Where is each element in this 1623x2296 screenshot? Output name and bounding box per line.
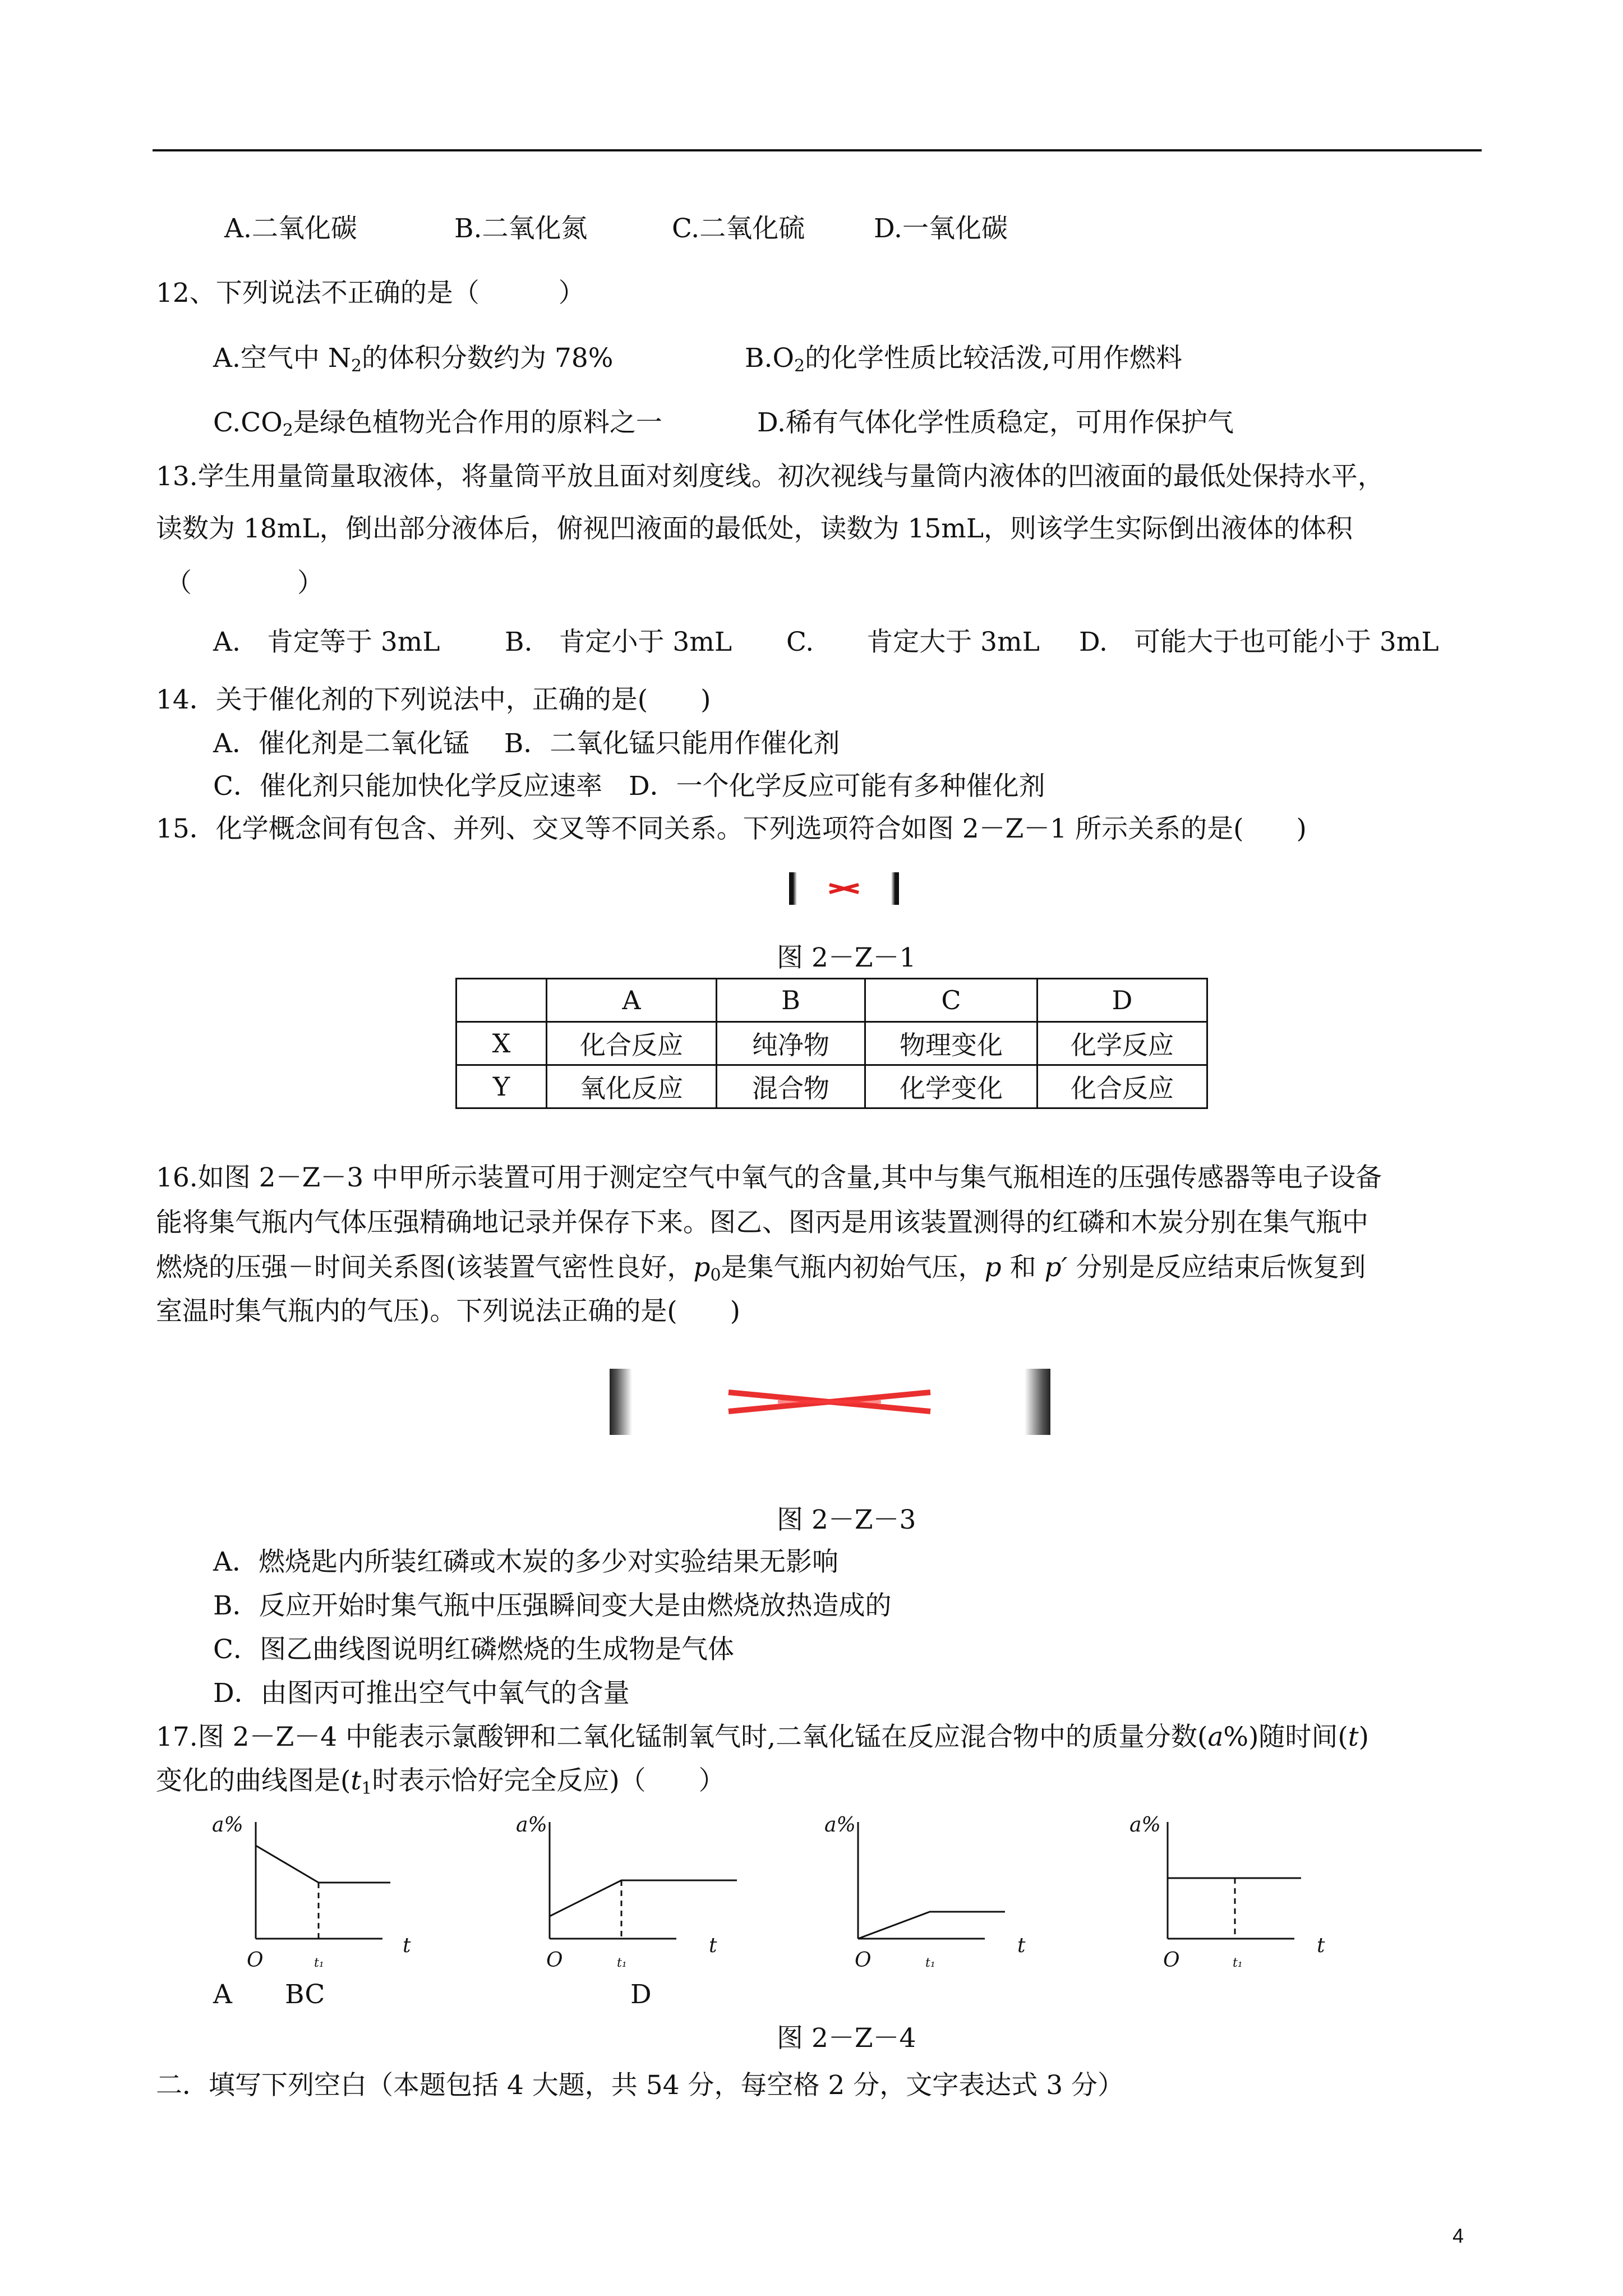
q13-line3: （ ） — [165, 568, 324, 599]
table-header-cell: C — [865, 979, 1038, 1022]
table-cell: 物理变化 — [865, 1022, 1038, 1065]
graph-y-label: a% — [516, 1814, 547, 1837]
graph-t1-label: t₁ — [925, 1956, 935, 1970]
q17-option-label-d: D — [630, 1979, 652, 2010]
graph-origin-label: O — [855, 1949, 872, 1972]
q15-figure-caption: 图 2－Z－1 — [777, 942, 916, 973]
q16-option-a: A．燃烧匙内所装红磷或木炭的多少对实验结果无影响 — [213, 1547, 838, 1577]
q16-line2: 能将集气瓶内气体压强精确地记录并保存下来。图乙、图丙是用该装置测得的红磷和木炭分别在集气瓶中 — [156, 1207, 1368, 1238]
q17-option-labels-abc: A BC — [213, 1979, 325, 2010]
graph-origin-label: O — [247, 1949, 264, 1972]
q13-option-a: A. 肯定等于 3mL — [213, 627, 440, 657]
q13-line2: 读数为 18mL，倒出部分液体后，俯视凹液面的最低处，读数为 15mL，则该学生实际倒出液体的体积 — [156, 513, 1353, 544]
q12-option-b: $B.O_2$的化学性质比较活泼,可用作燃料 — [745, 343, 1183, 376]
q12-stem: 12、下列说法不正确的是（ ） — [156, 278, 585, 309]
q17-graph-c — [820, 1811, 1026, 1976]
table-cell: 氧化反应 — [547, 1065, 717, 1108]
q11-option-b: B.二氧化氮 — [454, 213, 588, 244]
table-cell: 化合反应 — [547, 1022, 717, 1065]
q12-option-a: A.空气中 $N_2$的体积分数约为 78% — [213, 343, 614, 376]
page-number: 4 — [1453, 2224, 1464, 2247]
q11-option-a: A.二氧化碳 — [224, 213, 357, 244]
q12-option-d: D.稀有气体化学性质稳定，可用作保护气 — [757, 407, 1234, 438]
q17-figure-caption: 图 2－Z－4 — [777, 2023, 916, 2054]
table-cell: 化学变化 — [865, 1065, 1038, 1108]
graph-y-label: a% — [824, 1814, 856, 1837]
graph-origin-label: O — [546, 1949, 563, 1972]
q16-option-b: B．反应开始时集气瓶中压强瞬间变大是由燃烧放热造成的 — [213, 1590, 892, 1621]
graph-y-label: a% — [1129, 1814, 1161, 1837]
table-header-row — [457, 979, 1207, 1022]
q13-option-d: D. 可能大于也可能小于 3mL — [1079, 627, 1439, 657]
table-cell: Y — [457, 1065, 547, 1108]
q17-line2: 变化的曲线图是($t_1$时表示恰好完全反应)（ ） — [156, 1765, 725, 1798]
q16-option-d: D．由图丙可推出空气中氧气的含量 — [213, 1678, 630, 1709]
table-cell: X — [457, 1022, 547, 1065]
q11-option-d: D.一氧化碳 — [874, 213, 1008, 244]
q14-options-row2: C．催化剂只能加快化学反应速率 D．一个化学反应可能有多种催化剂 — [213, 771, 1045, 802]
section-2-heading: 二．填写下列空白（本题包括 4 大题，共 54 分，每空格 2 分，文字表达式 3 分） — [156, 2070, 1124, 2101]
q14-stem: 14．关于催化剂的下列说法中，正确的是( ) — [156, 684, 711, 715]
graph-x-label: t — [709, 1934, 717, 1957]
q14-options-row1: A．催化剂是二氧化锰 B．二氧化锰只能用作催化剂 — [213, 728, 840, 759]
graph-x-label: t — [403, 1934, 411, 1957]
q12-option-c: $C.CO_2$是绿色植物光合作用的原料之一 — [213, 407, 662, 440]
q13-option-b: B. 肯定小于 3mL — [505, 627, 732, 657]
header-rule — [153, 149, 1482, 151]
table-header-cell: D — [1038, 979, 1207, 1022]
q16-line4: 室温时集气瓶内的气压)。下列说法正确的是( ) — [156, 1296, 741, 1327]
figure-2-z-3-image — [610, 1369, 1050, 1435]
q17-graph-d — [1125, 1811, 1325, 1976]
q17-graph-a — [208, 1811, 411, 1976]
q13-option-c: C. 肯定大于 3mL — [786, 627, 1040, 657]
table-header-cell: B — [717, 979, 865, 1022]
q15-stem: 15．化学概念间有包含、并列、交叉等不同关系。下列选项符合如图 2－Z－1 所示关系的是( ) — [156, 813, 1307, 844]
table-header-cell: A — [547, 979, 717, 1022]
table-cell: 化学反应 — [1038, 1022, 1207, 1065]
graph-origin-label: O — [1163, 1949, 1180, 1972]
q16-line3: 燃烧的压强－时间关系图(该装置气密性良好，$p_0$是集气瓶内初始气压，p 和 p′ 分别是反应结束后恢复到 — [156, 1252, 1366, 1285]
q16-figure-caption: 图 2－Z－3 — [777, 1504, 916, 1535]
table-row — [457, 1065, 1207, 1108]
table-cell: 化合反应 — [1038, 1065, 1207, 1108]
q15-comparison-table — [455, 978, 1208, 1109]
graph-t1-label: t₁ — [617, 1956, 627, 1970]
q17-graph-b — [511, 1811, 717, 1976]
q13-line1: 13.学生用量筒量取液体，将量筒平放且面对刻度线。初次视线与量筒内液体的凹液面的最低处保持水平， — [156, 461, 1384, 492]
graph-t1-label: t₁ — [1233, 1956, 1243, 1970]
figure-2-z-1-image — [789, 872, 899, 905]
q16-line1: 16.如图 2－Z－3 中甲所示装置可用于测定空气中氧气的含量,其中与集气瓶相连的压强传感器等电子设备 — [156, 1162, 1382, 1193]
q11-option-c: C.二氧化硫 — [672, 213, 805, 244]
graph-x-label: t — [1317, 1934, 1325, 1957]
graph-x-label: t — [1017, 1934, 1026, 1957]
graph-t1-label: t₁ — [314, 1956, 324, 1970]
table-row — [457, 1022, 1207, 1065]
q16-option-c: C．图乙曲线图说明红磷燃烧的生成物是气体 — [213, 1634, 734, 1665]
table-header-cell — [457, 979, 547, 1022]
graph-y-label: a% — [212, 1814, 243, 1837]
table-cell: 混合物 — [717, 1065, 865, 1108]
table-cell: 纯净物 — [717, 1022, 865, 1065]
q17-line1: 17.图 2－Z－4 中能表示氯酸钾和二氧化锰制氧气时,二氧化锰在反应混合物中的质量分数(a%)随时间(t) — [156, 1722, 1369, 1752]
